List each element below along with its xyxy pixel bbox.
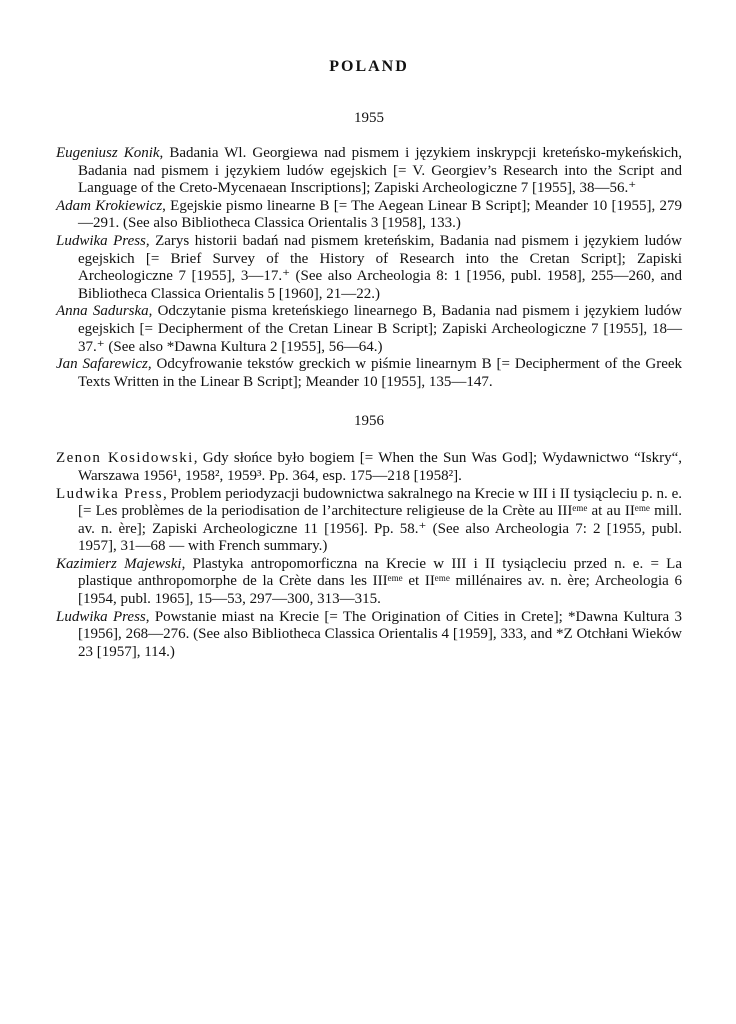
bibliography-entry xyxy=(56,609,682,662)
year-heading-1956: 1956 xyxy=(354,413,384,430)
bibliography-entry xyxy=(56,486,682,556)
entry-text: , Odcyfrowanie tekstów greckich w piśmie linearnym B [= Decipherment of the Greek Texts Written in the Linear B Script]; Meander 10 [1955], 135—147. xyxy=(78,356,683,390)
bibliography-entry xyxy=(56,356,682,391)
entry-author: Ludwika Press xyxy=(56,485,163,502)
entry-text: , Egejskie pismo linearne B [= The Aegean Linear B Script]; Meander 10 [1955], 279—291. (See also Bibliotheca Classica Orientalis 3 [1958], 133.) xyxy=(78,197,682,232)
entry-author: Zenon Kosidowski xyxy=(56,450,194,467)
document-page xyxy=(56,58,682,661)
bibliography-entry xyxy=(56,198,682,233)
year-heading-1955: 1955 xyxy=(354,110,384,126)
bibliography-entry xyxy=(56,556,682,609)
entry-author: Adam Krokiewicz xyxy=(56,197,163,214)
entry-author: Kazimierz Majewski xyxy=(56,555,182,572)
entry-text: , Problem periodyzacji budownictwa sakralnego na Krecie w III i II tysiącleciu p. n. e. [= Les problèmes de la periodisation de l’architecture religieuse de la Crète au IIIᵉᵐᵉ at au IIᵉᵐᵉ mill. av. n. ère]; Zapiski Archeologiczne 11 [1956]. Pp. 58.⁺ (See also Archeologia 7: 2 [1955, publ. 1957], 31—68 — with French summary.) xyxy=(78,485,682,555)
bibliography-entry xyxy=(56,303,682,356)
entry-author: Ludwika Press xyxy=(56,232,146,249)
entry-text: , Powstanie miast na Krecie [= The Origination of Cities in Crete]; *Dawna Kultura 3 [1956], 268—276. (See also Bibliotheca Classica Orientalis 4 [1959], 333, and *Z Otchłani Wieków 23 [1957], 114.) xyxy=(78,608,682,660)
page-title: POLAND xyxy=(329,58,409,75)
bibliography-entry xyxy=(56,145,682,198)
entry-author: Ludwika Press xyxy=(56,608,146,625)
bibliography-entry xyxy=(56,233,682,303)
entry-text: , Badania Wl. Georgiewa nad pismem i językiem inskrypcji kreteńsko-mykeńskich, Badania nad pismem i językiem ludów egejskich [= V. Georgiev’s Research into the Script and Language of the Creto-Mycenaean Inscriptions]; Zapiski Archeologiczne 7 [1955], 38—56.⁺ xyxy=(78,145,682,197)
entry-text: , Odczytanie pisma kreteńskiego linearnego B, Badania nad pismem i językiem ludów egejskich [= Decipherment of the Cretan Linear B Script]; Zapiski Archeologiczne 7 [1955], 18—37.⁺ (See also *Dawna Kultura 2 [1955], 56—64.) xyxy=(78,303,682,355)
entry-text: , Plastyka antropomorficzna na Krecie w III i II tysiącleciu przed n. e. = La plastique anthropomorphe de la Crète dans les IIIᵉᵐᵉ et IIᵉᵐᵉ millénaires av. n. ère; Archeologia 6 [1954, publ. 1965], 15—53, 297—300, 313—315. xyxy=(78,555,683,608)
entry-text: , Gdy słońce było bogiem [= When the Sun Was God]; Wydawnictwo “Iskry“, Warszawa 1956¹, 1958², 1959³. Pp. 364, esp. 175—218 [1958²]. xyxy=(78,450,682,484)
entry-author: Jan Safarewicz xyxy=(56,356,148,373)
entry-text: , Zarys historii badań nad pismem kreteńskim, Badania nad pismem i językiem ludów egejskich [= Brief Survey of the History of Research into the Cretan Script]; Zapiski Archeologiczne 7 [1955], 3—17.⁺ (See also Archeologia 8: 1 [1956, publ. 1958], 255—260, and Bibliotheca Classica Orientalis 5 [1960], 21—22.) xyxy=(78,232,682,302)
entry-author: Anna Sadurska xyxy=(56,303,149,320)
entry-author: Eugeniusz Konik xyxy=(56,145,160,161)
bibliography-entry xyxy=(56,450,682,485)
